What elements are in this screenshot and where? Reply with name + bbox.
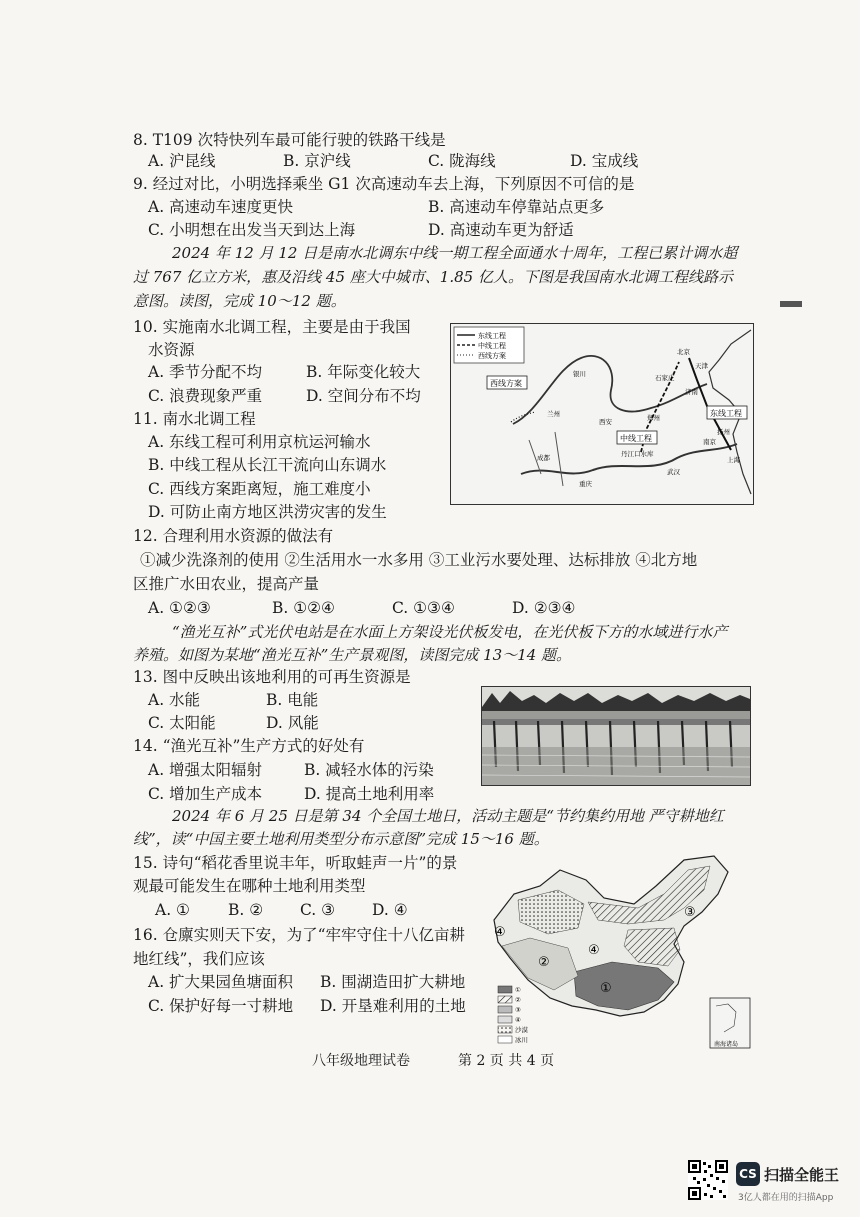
qr-code-icon: [688, 1160, 728, 1200]
passage-1-line-1: 2024 年 12 月 12 日是南水北调东中线一期工程全面通水十周年，工程已累计调水超: [172, 244, 738, 262]
map-label-middle-route: 中线工程: [620, 434, 652, 443]
question-10-stem: 10. 实施南水北调工程，主要是由于我国: [133, 318, 411, 336]
question-9-stem: 9. 经过对比，小明选择乘坐 G1 次高速动车去上海，下列原因不可信的是: [133, 175, 635, 193]
land-legend-desert: 沙漠: [515, 1026, 528, 1034]
q9-option-d: D. 高速动车更为舒适: [428, 221, 574, 239]
q15-option-b: B. ②: [228, 901, 264, 919]
q8-option-d: D. 宝成线: [570, 152, 639, 170]
question-15-stem-cont: 观最可能发生在哪种土地利用类型: [133, 877, 366, 895]
question-14-stem: 14. “渔光互补”生产方式的好处有: [133, 737, 365, 755]
question-16-stem-cont: 地红线”，我们应该: [133, 950, 265, 968]
map-label-xian: 西安: [599, 418, 612, 426]
passage-2-line-2: 养殖。如图为某地“渔光互补”生产景观图，读图完成 13～14 题。: [133, 646, 572, 664]
q14-option-d: D. 提高土地利用率: [304, 785, 435, 803]
q8-option-a: A. 沪昆线: [148, 152, 216, 170]
q14-option-a: A. 增强太阳辐射: [148, 761, 263, 779]
china-land-use-map: [488, 850, 754, 1050]
question-16-stem: 16. 仓廪实则天下安，为了“牢牢守住十八亿亩耕: [133, 926, 466, 944]
question-12-items-1: ①减少洗涤剂的使用 ②生活用水一水多用 ③工业污水要处理、达标排放 ④北方地: [140, 551, 698, 569]
question-11-stem: 11. 南水北调工程: [133, 410, 256, 428]
q11-option-c: C. 西线方案距离短，施工难度小: [148, 480, 371, 498]
q15-option-d: D. ④: [372, 901, 408, 919]
land-legend-3: ③: [515, 1006, 521, 1014]
south-sea-inset-label: 南海诸岛: [714, 1041, 739, 1048]
map-label-west-route: 西线方案: [490, 379, 522, 388]
q15-option-c: C. ③: [300, 901, 336, 919]
water-diversion-map: [450, 323, 754, 505]
q13-option-d: D. 风能: [266, 714, 319, 732]
q13-option-c: C. 太阳能: [148, 714, 216, 732]
land-legend-2: ②: [515, 996, 521, 1004]
passage-3-line-1: 2024 年 6 月 25 日是第 34 个全国土地日，活动主题是“节约集约用地 严守耕地红: [172, 807, 724, 825]
land-legend-glacier: 冰川: [515, 1036, 528, 1044]
q16-option-d: D. 开垦难利用的土地: [320, 997, 466, 1015]
map-label-shanghai: 上海: [727, 456, 740, 464]
q13-option-b: B. 电能: [266, 691, 319, 709]
map-label-tianjin: 天津: [695, 362, 708, 370]
china-land-use-map-svg: [488, 850, 754, 1050]
question-12-stem: 12. 合理利用水资源的做法有: [133, 527, 334, 545]
passage-1-line-3: 意图。读图，完成 10～12 题。: [133, 292, 346, 310]
watermark-brand-name: 扫描全能王: [764, 1166, 840, 1184]
q10-option-d: D. 空间分布不均: [306, 387, 421, 405]
map-label-jinan: 济南: [685, 388, 698, 396]
question-12-items-2: 区推广水田农业，提高产量: [133, 575, 320, 593]
map-label-wuhan: 武汉: [667, 468, 680, 476]
water-diversion-map-svg: [451, 324, 753, 504]
q11-option-a: A. 东线工程可利用京杭运河输水: [148, 433, 371, 451]
q9-option-c: C. 小明想在出发当天到达上海: [148, 221, 356, 239]
region-mark-3: ③: [684, 905, 696, 920]
fishery-solar-photo-svg: [482, 687, 750, 785]
q9-option-b: B. 高速动车停靠站点更多: [428, 198, 605, 216]
q14-option-c: C. 增加生产成本: [148, 785, 263, 803]
land-legend-4: ④: [515, 1016, 521, 1024]
q16-option-a: A. 扩大果园鱼塘面积: [148, 973, 294, 991]
legend-middle-route: 中线工程: [478, 342, 506, 350]
map-label-yinchuan: 银川: [573, 370, 586, 378]
region-mark-1: ①: [600, 981, 612, 996]
footer-exam-title: 八年级地理试卷: [312, 1053, 410, 1069]
question-13-stem: 13. 图中反映出该地利用的可再生资源是: [133, 668, 411, 686]
q14-option-b: B. 减轻水体的污染: [304, 761, 434, 779]
legend-west-route: 西线方案: [478, 352, 506, 360]
q8-option-b: B. 京沪线: [283, 152, 351, 170]
region-mark-2: ②: [538, 955, 550, 970]
q16-option-c: C. 保护好每一寸耕地: [148, 997, 294, 1015]
q15-option-a: A. ①: [155, 901, 190, 919]
q12-option-c: C. ①③④: [392, 599, 455, 617]
region-mark-4b: ④: [494, 925, 506, 940]
q10-option-a: A. 季节分配不均: [148, 363, 263, 381]
map-label-yangzhou: 扬州: [717, 428, 730, 436]
map-label-zhengzhou: 郑州: [647, 414, 660, 422]
map-label-chongqing: 重庆: [579, 480, 592, 488]
q8-option-c: C. 陇海线: [428, 152, 496, 170]
question-8-stem: 8. T109 次特快列车最可能行驶的铁路干线是: [133, 131, 446, 149]
map-label-chengdu: 成都: [537, 454, 550, 462]
footer-page-number: 第 2 页 共 4 页: [458, 1053, 555, 1069]
watermark-tagline: 3亿人都在用的扫描App: [738, 1193, 834, 1203]
region-mark-4a: ④: [588, 943, 600, 958]
q11-option-d: D. 可防止南方地区洪涝灾害的发生: [148, 503, 387, 521]
map-label-danjiangkou: 丹江口水库: [621, 450, 654, 458]
map-label-east-route: 东线工程: [710, 409, 742, 418]
q12-option-a: A. ①②③: [148, 599, 211, 617]
scan-edge-mark: [780, 301, 802, 307]
map-label-beijing: 北京: [677, 348, 690, 356]
fishery-solar-photo: [481, 686, 751, 786]
map-label-lanzhou: 兰州: [547, 410, 560, 418]
map-label-nanjing: 南京: [703, 438, 716, 446]
legend-east-route: 东线工程: [478, 332, 506, 340]
passage-1-line-2: 过 767 亿立方米，惠及沿线 45 座大中城市、1.85 亿人。下图是我国南水北调工程线路示: [133, 268, 733, 286]
q13-option-a: A. 水能: [148, 691, 201, 709]
question-15-stem: 15. 诗句“稻花香里说丰年，听取蛙声一片”的景: [133, 854, 458, 872]
q12-option-b: B. ①②④: [272, 599, 335, 617]
q11-option-b: B. 中线工程从长江干流向山东调水: [148, 456, 387, 474]
camscanner-logo: CS: [736, 1162, 760, 1186]
question-10-stem-cont: 水资源: [148, 341, 195, 359]
land-legend-1: ①: [515, 986, 521, 994]
q10-option-b: B. 年际变化较大: [306, 363, 421, 381]
q9-option-a: A. 高速动车速度更快: [148, 198, 294, 216]
map-label-shijiazhuang: 石家庄: [655, 374, 675, 382]
q16-option-b: B. 围湖造田扩大耕地: [320, 973, 466, 991]
passage-3-line-2: 线”，读“中国主要土地利用类型分布示意图”完成 15～16 题。: [133, 830, 549, 848]
passage-2-line-1: “渔光互补”式光伏电站是在水面上方架设光伏板发电，在光伏板下方的水域进行水产: [172, 623, 728, 641]
q12-option-d: D. ②③④: [512, 599, 576, 617]
q10-option-c: C. 浪费现象严重: [148, 387, 263, 405]
